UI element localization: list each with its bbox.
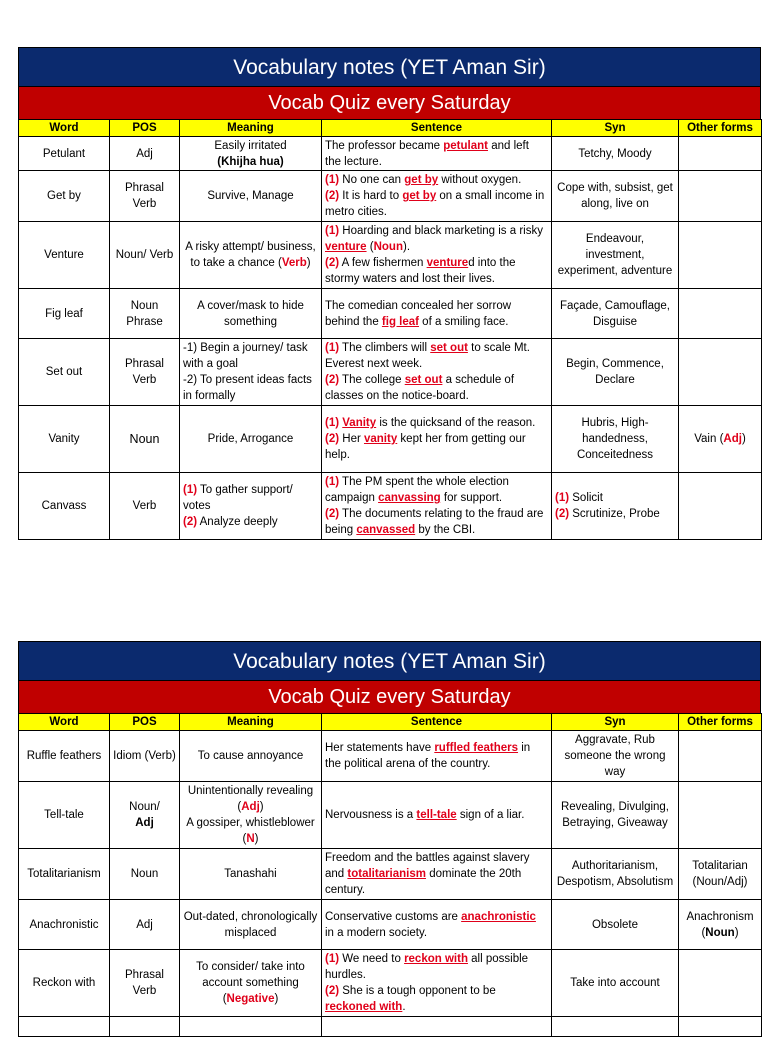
table-row (19, 1017, 762, 1037)
pos-cell: Adj (110, 137, 180, 171)
sentence-cell: The professor became petulant and left the lecture. (322, 137, 552, 171)
table-row (19, 339, 762, 406)
pos-cell: Noun (110, 406, 180, 473)
syn-cell: Take into account (552, 950, 679, 1017)
syn-cell: Aggravate, Rub someone the wrong way (552, 731, 679, 782)
other-forms-cell: Vain (Adj) (679, 406, 762, 473)
meaning-line: (2) Analyze deeply (183, 516, 278, 528)
word-cell: Canvass (19, 473, 110, 540)
meaning-cell: Out-dated, chronologically misplaced (180, 900, 322, 950)
meaning-cell: Survive, Manage (180, 171, 322, 222)
table-row (19, 782, 762, 849)
header-word: Word (19, 120, 110, 137)
table-row (19, 473, 762, 540)
other-forms-cell (679, 222, 762, 289)
sentence-cell (322, 339, 552, 406)
header-word: Word (19, 714, 110, 731)
word-cell: Ruffle feathers (19, 731, 110, 782)
sentence-line: (2) The documents relating to the fraud are being canvassed by the CBI. (325, 508, 544, 536)
meaning-cell: To cause annoyance (180, 731, 322, 782)
meaning-cell (180, 473, 322, 540)
word-cell: Vanity (19, 406, 110, 473)
syn-cell: Hubris, High-handedness, Conceitedness (552, 406, 679, 473)
header-pos: POS (110, 120, 180, 137)
word-cell: Get by (19, 171, 110, 222)
syn-cell: Façade, Camouflage, Disguise (552, 289, 679, 339)
meaning-line: -1) Begin a journey/ task with a goal (183, 342, 308, 370)
header-row (19, 120, 762, 137)
syn-cell (552, 1017, 679, 1037)
header-syn: Syn (552, 120, 679, 137)
meaning-cell (180, 137, 322, 171)
word-cell: Tell-tale (19, 782, 110, 849)
table-row (19, 731, 762, 782)
word-cell: Totalitarianism (19, 849, 110, 900)
syn-line: (1) Solicit (555, 492, 603, 504)
sentence-cell (322, 406, 552, 473)
other-forms-cell: Anachronism (Noun) (679, 900, 762, 950)
word-cell: Venture (19, 222, 110, 289)
table-row (19, 849, 762, 900)
header-other-forms: Other forms (679, 120, 762, 137)
other-forms-cell (679, 171, 762, 222)
sentence-line: (2) The college set out a schedule of classes on the notice-board. (325, 374, 515, 402)
syn-cell: Cope with, subsist, get along, live on (552, 171, 679, 222)
quiz-banner: Vocab Quiz every Saturday (18, 87, 761, 119)
other-forms-cell (679, 473, 762, 540)
header-sentence: Sentence (322, 714, 552, 731)
other-forms-cell (679, 339, 762, 406)
syn-cell: Revealing, Divulging, Betraying, Giveaway (552, 782, 679, 849)
meaning-cell (180, 339, 322, 406)
sentence-line: (1) Hoarding and black marketing is a risky venture (Noun). (325, 225, 543, 253)
sentence-cell (322, 1017, 552, 1037)
header-syn: Syn (552, 714, 679, 731)
other-forms-cell (679, 950, 762, 1017)
word-cell (19, 1017, 110, 1037)
syn-cell (552, 473, 679, 540)
sentence-cell: Her statements have ruffled feathers in the political arena of the country. (322, 731, 552, 782)
meaning-cell: To consider/ take into account something (Negative) (180, 950, 322, 1017)
pos-cell: Noun Phrase (110, 289, 180, 339)
sentence-cell: Freedom and the battles against slavery and totalitarianism dominate the 20th century. (322, 849, 552, 900)
syn-cell: Obsolete (552, 900, 679, 950)
meaning-cell: A risky attempt/ business, to take a chance (Verb) (180, 222, 322, 289)
other-forms-cell (679, 731, 762, 782)
meaning-cell (180, 782, 322, 849)
sentence-line: (2) She is a tough opponent to be reckoned with. (325, 985, 496, 1013)
syn-cell: Authoritarianism, Despotism, Absolutism (552, 849, 679, 900)
syn-cell: Endeavour, investment, experiment, adventure (552, 222, 679, 289)
sheet-title: Vocabulary notes (YET Aman Sir) (18, 641, 761, 681)
quiz-banner: Vocab Quiz every Saturday (18, 681, 761, 713)
word-cell: Reckon with (19, 950, 110, 1017)
word-cell: Fig leaf (19, 289, 110, 339)
pos-cell: Noun/ Verb (110, 222, 180, 289)
meaning-cell: Pride, Arrogance (180, 406, 322, 473)
table-row (19, 137, 762, 171)
other-forms-cell (679, 137, 762, 171)
table-row (19, 950, 762, 1017)
sheet-title: Vocabulary notes (YET Aman Sir) (18, 47, 761, 87)
pos-cell: Idiom (Verb) (110, 731, 180, 782)
sentence-line: (1) No one can get by without oxygen. (325, 174, 522, 186)
meaning-line: A gossiper, whistleblower (N) (186, 817, 315, 845)
pos-cell: Noun/ Adj (110, 782, 180, 849)
sentence-line: (1) The climbers will set out to scale Mt. Everest next week. (325, 342, 530, 370)
header-sentence: Sentence (322, 120, 552, 137)
syn-line: (2) Scrutinize, Probe (555, 508, 660, 520)
word-cell: Anachronistic (19, 900, 110, 950)
table-row (19, 171, 762, 222)
sentence-cell (322, 222, 552, 289)
sentence-line: (1) Vanity is the quicksand of the reason. (325, 417, 536, 429)
syn-cell: Tetchy, Moody (552, 137, 679, 171)
header-other-forms: Other forms (679, 714, 762, 731)
sentence-line: (2) It is hard to get by on a small income in metro cities. (325, 190, 545, 218)
pos-cell (110, 1017, 180, 1037)
syn-cell: Begin, Commence, Declare (552, 339, 679, 406)
header-pos: POS (110, 714, 180, 731)
sentence-line: (2) A few fishermen ventured into the stormy waters and lost their lives. (325, 257, 516, 285)
sentence-line: (2) Her vanity kept her from getting our help. (325, 433, 526, 461)
vocab-sheet-2 (18, 641, 761, 1037)
pos-cell: Verb (110, 473, 180, 540)
sentence-cell: Conservative customs are anachronistic in a modern society. (322, 900, 552, 950)
sentence-line: (1) We need to reckon with all possible hurdles. (325, 953, 529, 981)
other-forms-cell: Totalitarian (Noun/Adj) (679, 849, 762, 900)
pos-cell: Phrasal Verb (110, 171, 180, 222)
word-cell: Petulant (19, 137, 110, 171)
sentence-cell (322, 950, 552, 1017)
table-row (19, 289, 762, 339)
meaning-text: Easily irritated (214, 139, 287, 152)
table-row (19, 406, 762, 473)
pos-cell: Noun (110, 849, 180, 900)
meaning-line: -2) To present ideas facts in formally (183, 374, 312, 402)
meaning-line: (1) To gather support/ votes (183, 484, 293, 512)
pos-cell: Phrasal Verb (110, 950, 180, 1017)
meaning-line: Unintentionally revealing (Adj) (187, 785, 314, 813)
other-forms-cell (679, 1017, 762, 1037)
sentence-cell: The comedian concealed her sorrow behind the fig leaf of a smiling face. (322, 289, 552, 339)
sentence-line: (1) The PM spent the whole election campaign canvassing for support. (325, 476, 509, 504)
table-row (19, 900, 762, 950)
meaning-note: (Khijha hua) (217, 155, 284, 168)
pos-cell: Adj (110, 900, 180, 950)
sentence-cell (322, 473, 552, 540)
meaning-cell: A cover/mask to hide something (180, 289, 322, 339)
sentence-cell (322, 171, 552, 222)
sentence-cell: Nervousness is a tell-tale sign of a liar. (322, 782, 552, 849)
header-row (19, 714, 762, 731)
vocab-sheet-1 (18, 47, 761, 540)
other-forms-cell (679, 289, 762, 339)
table-row (19, 222, 762, 289)
meaning-cell: Tanashahi (180, 849, 322, 900)
vocab-table-1 (18, 119, 762, 540)
other-forms-cell (679, 782, 762, 849)
vocab-table-2 (18, 713, 762, 1037)
meaning-cell (180, 1017, 322, 1037)
word-cell: Set out (19, 339, 110, 406)
header-meaning: Meaning (180, 714, 322, 731)
header-meaning: Meaning (180, 120, 322, 137)
pos-cell: Phrasal Verb (110, 339, 180, 406)
